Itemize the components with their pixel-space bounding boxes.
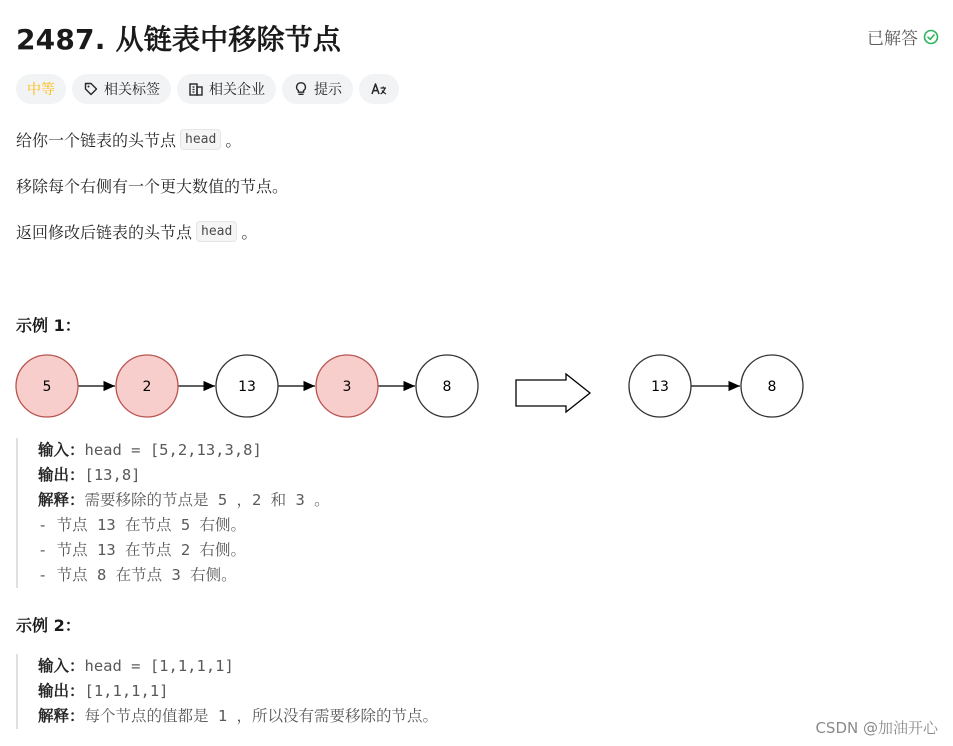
input-node-value: 8 [442,379,452,395]
related-companies-button[interactable] [177,74,276,104]
building-icon [188,81,204,97]
lightbulb-icon [293,81,309,97]
solved-status[interactable] [867,24,939,49]
explanation-line: - 节点 13 在节点 5 右侧。 [38,516,246,534]
explanation-line: - 节点 8 在节点 3 右侧。 [38,566,237,584]
related-companies-label: 相关企业 [209,82,265,98]
input-value: head = [1,1,1,1] [84,657,234,675]
input-node-value: 13 [238,379,256,395]
related-tags-label: 相关标签 [104,82,160,98]
explanation-label: 解释： [38,491,85,509]
example-2-block [16,654,438,729]
output-label: 输出： [38,466,85,484]
example-1-input [38,438,330,463]
problem-header [16,14,939,58]
description-para-2: 移除每个右侧有一个更大数值的节点。 [16,177,289,196]
desc-text: 返回修改后链表的头节点 [16,223,193,242]
example-2-input [38,654,438,679]
hint-label: 提示 [314,82,342,98]
check-circle-icon [923,29,939,45]
example-1-title: 示例 1： [16,316,81,335]
translate-button[interactable] [359,74,399,104]
example-2-output [38,679,438,704]
output-value: [1,1,1,1] [84,682,169,700]
related-tags-button[interactable] [72,74,171,104]
input-label: 输入： [38,657,85,675]
tag-icon [83,81,99,97]
example-1-block [16,438,330,588]
inline-code: head [196,221,237,242]
difficulty-badge: 中等 [16,74,66,104]
hint-button[interactable] [282,74,353,104]
problem-title: 2487. 从链表中移除节点 [16,23,342,56]
linked-list-diagram [10,350,810,422]
output-value: [13,8] [84,466,141,484]
input-value: head = [5,2,13,3,8] [84,441,262,459]
example-1-output [38,463,330,488]
desc-text: 给你一个链表的头节点 [16,131,177,150]
solved-label: 已解答 [867,29,918,49]
output-node-value: 13 [651,379,669,395]
transform-arrow [516,374,590,412]
input-node-value: 2 [142,379,152,395]
example-1-explanation [38,488,330,513]
explanation-label: 解释： [38,707,85,725]
input-node-value: 5 [42,379,52,395]
tag-bar [16,74,399,104]
watermark: CSDN @加油开心 [815,719,938,737]
example-2-title: 示例 2： [16,616,81,635]
description-para-3 [16,220,257,243]
input-node-value: 3 [342,379,352,395]
example-2-explanation [38,704,438,729]
input-label: 输入： [38,441,85,459]
description-para-1 [16,128,241,151]
explanation-line: - 节点 13 在节点 2 右侧。 [38,541,246,559]
explanation-text: 需要移除的节点是 5 ，2 和 3 。 [84,491,330,509]
explanation-text: 每个节点的值都是 1 ，所以没有需要移除的节点。 [84,707,439,725]
inline-code: head [180,129,221,150]
output-node-value: 8 [767,379,777,395]
desc-text: 。 [241,223,258,242]
translate-icon [370,81,388,97]
desc-text: 。 [225,131,242,150]
output-label: 输出： [38,682,85,700]
